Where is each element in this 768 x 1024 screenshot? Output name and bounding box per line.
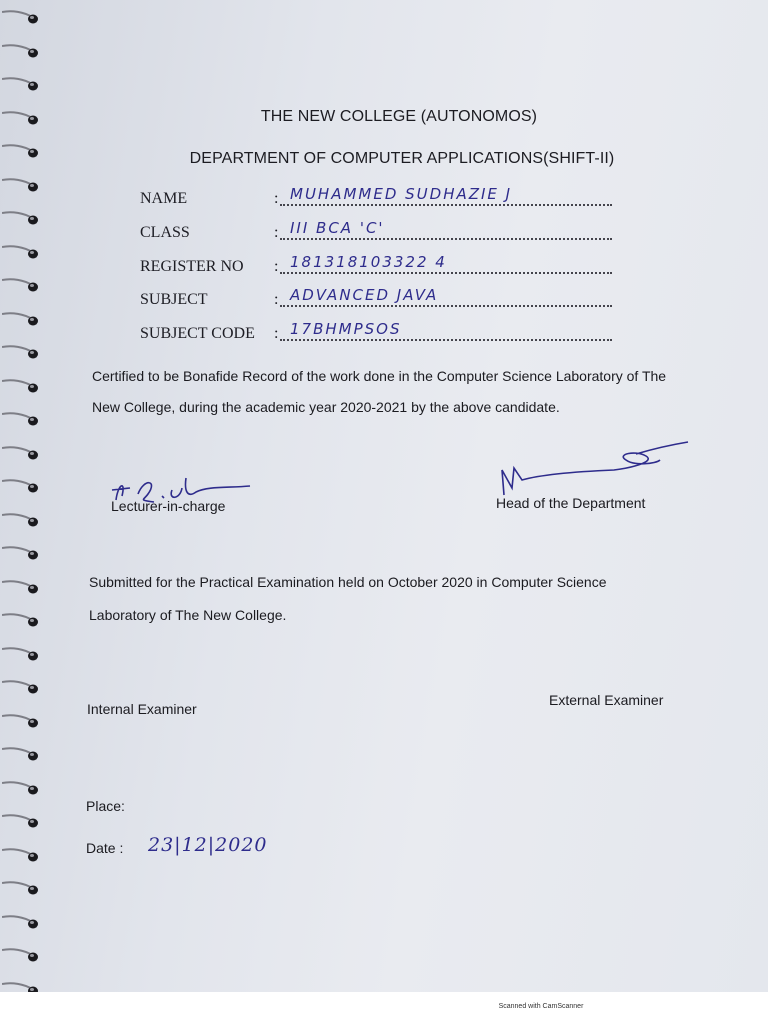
binding-coil [2, 812, 42, 828]
binding-coil [2, 879, 42, 895]
field-value: 17BHMPSOS [290, 320, 402, 338]
binding-coil [2, 846, 42, 862]
binding-coil [2, 511, 42, 527]
field-label: SUBJECT [140, 291, 208, 308]
field-label: CLASS [140, 224, 190, 241]
binding-coil [2, 745, 42, 761]
binding-coil [2, 176, 42, 192]
field-register-no: REGISTER NO : 181318103322 4 [140, 256, 620, 282]
binding-coil [2, 578, 42, 594]
binding-coil [2, 611, 42, 627]
field-subject: SUBJECT : ADVANCED JAVA [140, 289, 620, 315]
binding-coil [2, 209, 42, 225]
field-class: CLASS : III BCA 'C' [140, 222, 620, 248]
binding-coil [2, 980, 42, 993]
binding-coil [2, 645, 42, 661]
binding-coil [2, 410, 42, 426]
field-value: 181318103322 4 [290, 253, 447, 271]
binding-coil [2, 913, 42, 929]
date-label: Date : [86, 840, 124, 856]
field-name: NAME : MUHAMMED SUDHAZIE J [140, 188, 620, 214]
hod-label: Head of the Department [496, 495, 646, 511]
certificate-text: Certified to be Bonafide Record of the work done in the Computer Science Laboratory of The New College, during the academic year 2020-2021 by the above candidate. [92, 368, 667, 415]
field-label: NAME [140, 190, 188, 207]
internal-examiner-label: Internal Examiner [87, 701, 197, 717]
submission-text: Submitted for the Practical Examination held on October 2020 in Computer Science Laboratory of The New College. [89, 574, 607, 623]
binding-coil [2, 712, 42, 728]
binding-coil [2, 377, 42, 393]
binding-coil [2, 75, 42, 91]
binding-coil [2, 243, 42, 259]
field-value: MUHAMMED SUDHAZIE J [290, 185, 513, 203]
field-subject-code: SUBJECT CODE : 17BHMPSOS [140, 323, 620, 349]
external-examiner-label: External Examiner [549, 692, 664, 708]
binding-coil [2, 946, 42, 962]
place-label: Place: [86, 798, 125, 814]
department-title: DEPARTMENT OF COMPUTER APPLICATIONS(SHIFT-II) [189, 150, 615, 167]
binding-coil [2, 42, 42, 58]
lecturer-label: Lecturer-in-charge [111, 498, 226, 514]
binding-coil [2, 678, 42, 694]
field-value: III BCA 'C' [290, 219, 385, 237]
binding-coil [2, 276, 42, 292]
spiral-binding [0, 0, 46, 992]
binding-coil [2, 310, 42, 326]
hod-signature [496, 440, 696, 500]
binding-coil [2, 779, 42, 795]
binding-coil [2, 343, 42, 359]
binding-coil [2, 444, 42, 460]
camscanner-watermark: Scanned with CamScanner [498, 1003, 584, 1010]
field-value: ADVANCED JAVA [290, 286, 439, 304]
date-value: 23|12|2020 [148, 834, 268, 856]
field-label: SUBJECT CODE [140, 325, 255, 342]
binding-coil [2, 8, 42, 24]
binding-coil [2, 477, 42, 493]
binding-coil [2, 544, 42, 560]
field-label: REGISTER NO [140, 258, 244, 275]
college-title: THE NEW COLLEGE (AUTONOMOS) [260, 108, 538, 125]
